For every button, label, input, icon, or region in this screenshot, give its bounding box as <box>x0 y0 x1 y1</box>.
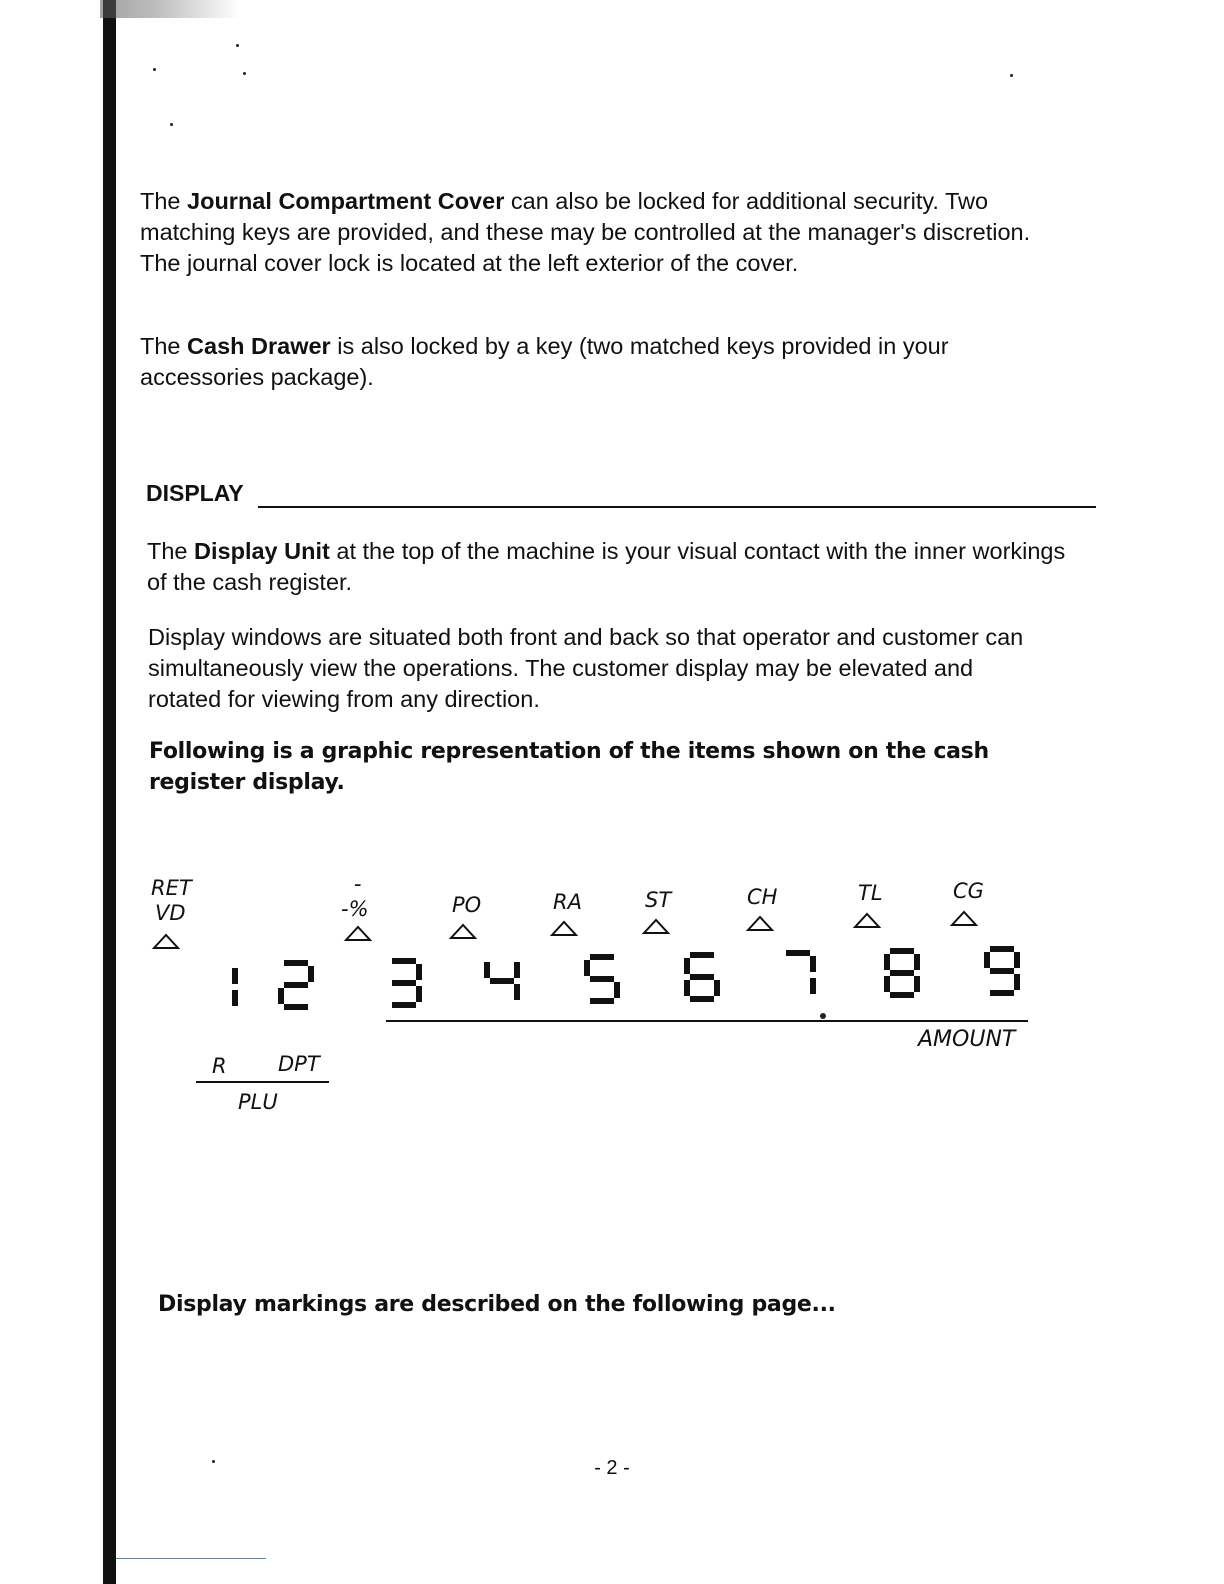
page-number: - 2 - <box>594 1457 630 1479</box>
journal-bold-term: Journal Compartment Cover <box>187 188 505 214</box>
segment-a <box>990 946 1014 952</box>
cash-drawer-prefix: The <box>140 333 188 359</box>
segment-g <box>890 970 914 976</box>
segment-c <box>514 984 520 1000</box>
segment-c <box>232 990 238 1006</box>
segment-g <box>392 980 416 986</box>
cash-drawer-bold-term: Cash Drawer <box>187 333 331 359</box>
plu-label: PLU <box>238 1090 278 1114</box>
cg-indicator-label: CG <box>953 879 984 903</box>
display-unit-bold-term: Display Unit <box>194 538 330 564</box>
tl-indicator-label: TL <box>858 881 883 905</box>
journal-rest: can also be locked for additional security. Two matching keys are provided, and these may be controlled at the manager's discretion. The journal cover lock is located at the left exterior of the cover. <box>140 188 1031 276</box>
segment-a <box>690 952 714 958</box>
segment-c <box>914 976 920 992</box>
segment-g <box>490 978 514 984</box>
windows-paragraph: Display windows are situated both front and back so that operator and customer can simultaneously view the operations. The customer display may be elevated and rotated for viewing from any direction. <box>148 624 1024 712</box>
ra-indicator-label: RA <box>553 890 582 914</box>
st-indicator-label: ST <box>645 888 672 912</box>
cg-triangle-icon <box>952 912 976 925</box>
vd-indicator-label: VD <box>155 901 186 925</box>
segment-d <box>890 992 914 998</box>
digit-5 <box>584 954 620 1004</box>
segment-f <box>684 958 690 974</box>
segment-e <box>684 980 690 996</box>
footer-note: Display markings are described on the following page... <box>158 1292 836 1317</box>
segment-f <box>484 962 490 978</box>
section-title: DISPLAY <box>146 480 244 506</box>
tl-triangle-icon <box>855 914 879 927</box>
segment-e <box>278 988 284 1004</box>
segment-c <box>416 986 422 1002</box>
segment-c <box>714 980 720 996</box>
digit-6 <box>684 952 720 1002</box>
plu-rule <box>196 1081 329 1083</box>
journal-prefix: The <box>140 188 188 214</box>
r-label: R <box>212 1054 227 1078</box>
segment-b <box>416 964 422 980</box>
dpt-label: DPT <box>278 1052 320 1076</box>
digit-3 <box>386 958 422 1008</box>
segment-g <box>590 976 614 982</box>
percent-triangle-icon <box>346 927 370 940</box>
segment-a <box>590 954 614 960</box>
footer-link-line <box>116 1558 266 1559</box>
st-triangle-icon <box>644 920 668 933</box>
digit-7 <box>780 950 816 1000</box>
po-indicator-label: PO <box>452 893 482 917</box>
segment-a <box>284 960 308 966</box>
segment-d <box>990 990 1014 996</box>
segment-c <box>810 978 816 994</box>
ch-indicator-label: CH <box>747 885 778 909</box>
following-paragraph: Following is a graphic representation of the items shown on the cash register display. <box>149 739 989 795</box>
digit-2 <box>278 960 314 1010</box>
segment-f <box>984 952 990 968</box>
segment-g <box>990 968 1014 974</box>
ret-indicator-label: RET <box>151 876 192 900</box>
cash-drawer-rest: is also locked by a key (two matched keys provided in your accessories package). <box>140 333 949 390</box>
segment-b <box>308 966 314 982</box>
digit-8 <box>884 948 920 998</box>
ra-triangle-icon <box>552 922 576 935</box>
segment-b <box>1014 952 1020 968</box>
display-unit-prefix: The <box>147 538 195 564</box>
segment-d <box>284 1004 308 1010</box>
segment-b <box>514 962 520 978</box>
segment-f <box>584 960 590 976</box>
segment-b <box>810 956 816 972</box>
segment-a <box>786 950 810 956</box>
segment-g <box>690 974 714 980</box>
segment-d <box>590 998 614 1004</box>
segment-e <box>884 976 890 992</box>
ch-triangle-icon <box>748 917 772 930</box>
segment-b <box>914 954 920 970</box>
amount-label: AMOUNT <box>918 1027 1016 1052</box>
segment-g <box>284 982 308 988</box>
segment-a <box>890 948 914 954</box>
po-triangle-icon <box>451 925 475 938</box>
segment-b <box>232 968 238 984</box>
minus-bar-label: - <box>354 872 362 896</box>
vd-triangle-icon <box>154 935 178 948</box>
percent-indicator-label: -% <box>341 897 369 921</box>
segment-a <box>392 958 416 964</box>
segment-c <box>1014 974 1020 990</box>
amount-rule <box>386 1020 1028 1022</box>
segment-d <box>690 996 714 1002</box>
segment-f <box>884 954 890 970</box>
digit-4 <box>484 956 520 1006</box>
digit-9 <box>984 946 1020 996</box>
segment-c <box>614 982 620 998</box>
digit-1 <box>202 962 238 1012</box>
segment-d <box>392 1002 416 1008</box>
display-unit-rest: at the top of the machine is your visual contact with the inner workings of the cash register. <box>147 538 1066 595</box>
